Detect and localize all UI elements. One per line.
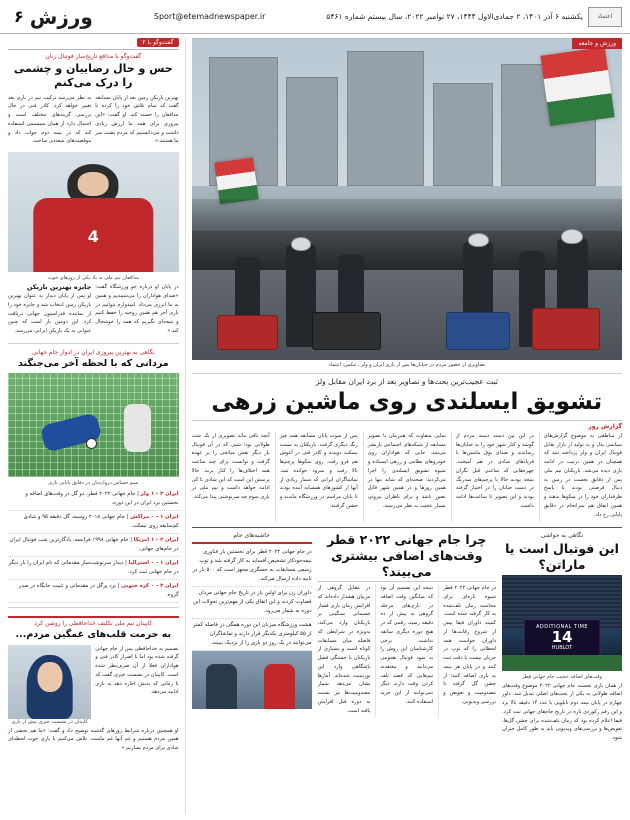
interview-col-3: در پایان او درباره جو ورزشگاه گفت: «صدای هواداران را می‌شنیدیم و همین به ما انرژی می‌داد. امیدوارم بتوانیم در بازی آخر هم همین روحیه را حفظ کنیم و نتیجه‌ای بگیریم که همه را خوشحال کند.»: [95, 284, 179, 334]
goalkeeper-photo-caption: سیو حساس دروازه‌بان در دقایق پایانی بازی: [48, 480, 139, 487]
list-item: ایران ۳ - ۰ کره جنوبی | برد پرگل در مقدماتی و تثبیت جایگاه در صدر گروه.: [8, 580, 179, 603]
interview-block: [8, 38, 179, 344]
interview-sidenote-head: جایزه بهترین بازیکن: [26, 283, 92, 292]
lower-section: [192, 527, 622, 814]
captain-photo-wrap: [8, 645, 91, 727]
lead-body: [192, 432, 622, 523]
list-item: ایران ۲ - ۱ ولز | جام جهانی ۲۰۲۲ قطر، دو گل در وقت‌های اضافه و نخستین برد ایران در این دوره.: [8, 488, 179, 511]
page-number: ۶: [14, 7, 24, 26]
player-shirt-number: 4: [87, 226, 99, 246]
goalkeeper-photo: [8, 373, 179, 477]
lead-col-3: نمایی متفاوت که هم‌زمان با تصویر مسابقه از شبکه‌های اجتماعی بازنشر می‌شد، جایی که هواداران روی خودروهای نظامی و زرهی ایستاده و شیوه تشویق ایسلندی را اجرا می‌کردند؛ صحنه‌ای که شاید تنها در همین روزها و در همین شهر قابل تصور باشد و برای ناظران بیرونی بسیار عجیب به نظر می‌رسید.: [363, 432, 446, 523]
why-headline: چرا جام جهانی ۲۰۲۲ قطر وقت‌های اضافی بیشتری می‌بیند؟: [327, 532, 487, 579]
lead-photo-block: [192, 38, 622, 368]
player-photo: [8, 152, 179, 272]
best-wins-list: [8, 488, 179, 603]
interview-sidenote: جایزه بهترین بازیکن او پس از پایان دیدار به عنوان بهترین بازیکن زمین انتخاب شد و جایزه خود را از نماینده فدراسیون جهانی دریافت کرد. این دومین بار است که چنین عنوانی به یک بازیکن ایرانی می‌رسد.: [8, 283, 92, 335]
lead-headline: تشویق ایسلندی روی ماشین زرهی: [211, 389, 603, 415]
scoreboard-number: 14: [551, 628, 573, 647]
lead-photo-caption: تصاویری از حضور مردم در خیابان‌ها پس از بازی ایران و ولز ـ عکس: اعتماد: [328, 362, 486, 368]
photo-tag: ورزش و جامعه: [572, 38, 622, 49]
column-divider: [185, 38, 186, 814]
lead-col-4: پس از سوت پایان مسابقه همه چیز رنگ دیگری گرفت. بازیکنان به سمت نیمکت دویدند و کادر فنی در آغوش هم فرو رفت. روی سکوها پرچم‌ها بالا رفت و سرود خوانده شد. تماشاگران ایرانی که شمار زیادی از آنها از کشورهای همسایه آمده بودند تا پایان مراسم در ورزشگاه ماندند و جشن گرفتند.: [275, 432, 358, 523]
player-photo-caption: مدافعان تیم ملی به یاد یکی از روزهای خوب: [47, 275, 139, 282]
scoreboard-top-label: ADDITIONAL TIME: [535, 624, 589, 631]
captain-kicker: کاپیتان تیم ملی تکلیف خداحافظی را روشن کرد: [34, 620, 153, 628]
masthead-email: Sport@etemadnewspaper.ir: [153, 11, 266, 21]
lead-kicker: ثبت عجیب‌ترین بحث‌ها و تصاویر بعد از برد ایران مقابل ولز: [192, 373, 622, 387]
captain-body: [8, 645, 179, 727]
lead-col-5: آنچه باقی ماند تصویری از یک شب طولانی بود؛ شبی که در آن فوتبال بار دیگر نقش میانجی را بر عهده گرفت و توانست برای چند ساعت همه اختلاف‌ها را کنار بزند. حالا پرسش این است که این شادی تا کی ادامه خواهد داشت و تیم ملی در بازی سوم چه سرنوشتی پیدا می‌کند.: [191, 432, 270, 500]
extra-time-kicker: نگاهی به حواشی: [540, 532, 584, 540]
briefs-list: [192, 546, 312, 651]
stadium-photo: [502, 575, 622, 671]
masthead-section-block: [8, 5, 93, 29]
list-item: ایران ۲ - ۱ امریکا | جام جهانی ۱۹۹۸ فرانسه، یادگارترین شب فوتبال ایران در جام‌های جهانی.: [8, 534, 179, 557]
list-item: هشت ورزشگاه میزبان این دوره همگی در فاصله کمتر از ۵۵ کیلومتری یکدیگر قرار دارند و تماشاگران می‌توانند در یک روز دو بازی را از نزدیک ببینند.: [192, 619, 312, 651]
scoreboard-brand: HUBLOT: [551, 645, 573, 652]
masthead-email-block: [93, 12, 327, 22]
lead-photo: [192, 38, 622, 360]
interview-col-1: بهترین بازیکن زمین بعد از پایان مسابقه گفت که تمام تلاش خود را کرده تا مدافعان را خسته کند. او گفت: «این پیروزی برای همه ما ارزش زیادی داشت و می‌دانستیم که مردم پشت سر ما هستند.»: [95, 94, 179, 145]
interview-body: [8, 94, 179, 150]
interview-headline: حس و حال رضاییان و چشمی را درک می‌کنم: [13, 62, 173, 90]
captain-headline: به حرمت قلب‌های غمگین مردم...: [15, 629, 172, 641]
page-body: [0, 34, 630, 820]
lead-story: [192, 373, 622, 522]
captain-col-1: تصمیم به خداحافظی پس از جام جهانی گرفته شده بود اما با اصرار کادر فنی و هواداران فعلا از آن صرف‌نظر شده است. کاپیتان در نشست خبری گفت که تا زمانی که بدنش اجازه دهد به بازی ادامه می‌دهد.: [95, 645, 179, 696]
interview-lower: [8, 283, 179, 339]
interview-top-bar: [8, 38, 179, 50]
interview-tag: گفت‌وگو با ۲: [137, 38, 178, 47]
masthead: [0, 0, 630, 34]
captain-portrait: [8, 645, 91, 719]
why-col-2: نتیجه این تصمیم آن بود که میانگین وقت اضافه در بازی‌های مرحله گروهی به بیش از ده دقیقه رسید، رقمی که در هیچ دوره دیگری سابقه نداشت. برخی کارشناسان این روش را به سود فوتبال هجومی می‌دانند و معتقدند تیم‌هایی که قصد تلف کردن وقت دارند دیگر نمی‌توانند از این حربه استفاده کنند.: [375, 584, 433, 718]
why-col-3: در مقابل گروهی از مربیان هشدار داده‌اند که افزایش زمان بازی فشار جسمانی سنگینی بر بازیکنان وارد می‌کند، به‌ویژه در شرایطی که فاصله میان مسابقات کوتاه است و بسیاری از بازیکنان با خستگی فصل باشگاهی وارد این تورنمنت شده‌اند. آمارها نشان می‌دهد شمار مصدومیت‌ها نیز نسبت به دوره قبل افزایش یافته است.: [317, 585, 371, 714]
lower-story-extra-time: [502, 532, 622, 814]
stadium-caption: وقت‌های اضافه عجیب جام جهانی قطر: [521, 673, 603, 680]
scoreboard: [524, 619, 601, 657]
why-body: [318, 584, 496, 718]
list-item: ایران ۱ - ۰ مراکش | جام جهانی ۲۰۱۸ روسیه، گل دقیقه ۹۵ و شادی کم‌سابقه روی نیمکت.: [8, 511, 179, 534]
section-title: ورزش: [29, 4, 93, 29]
extra-time-headline: این فوتبال است یا ماراتن؟: [505, 541, 619, 572]
captain-col-2: او همچنین درباره شرایط روزهای گذشته توضیح داد و گفت: «ما هم بخشی از همین مردم هستیم و غم آنها غم ماست. تلاش می‌کنیم با بازی خوب لحظه‌ای شادی برای مردم بسازیم.»: [8, 727, 179, 752]
side-column: [8, 38, 179, 814]
lead-col-2: در این بین دسته دسته مردم از گوشه و کنار شهر خود را به خیابان‌ها رساندند و صدای بوق ماشین‌ها با فریادهای شادی در هم آمیخت. چهره‌هایی که ساعتی قبل نگران نتیجه بودند حالا با پرچم‌های سه‌رنگ در دست خیابان را در اختیار گرفته بودند و این تصویر تا ساعت‌ها ادامه داشت.: [451, 432, 534, 523]
captain-portrait-caption: کاپیتان در نشست خبری پیش از بازی: [11, 718, 88, 725]
masthead-date: یکشنبه ۶ آذر ۱۴۰۱، ۲ جمادی‌الاول ۱۴۴۴، ۲۷ نوامبر ۲۰۲۲، سال بیستم شماره ۵۴۶۱: [326, 12, 583, 21]
best-wins-kicker: نگاهی به بهترین پیروزی ایران در ادوار جام جهانی: [32, 348, 155, 356]
lower-briefs: [192, 532, 312, 814]
lower-story-why: [318, 532, 496, 814]
interview-kicker: گفت‌وگو با مدافع تاریخ‌ساز فوتبال زنان: [45, 53, 142, 60]
lead-label: گزارش روز: [588, 422, 622, 430]
main-column: [192, 38, 622, 814]
list-item: ایران ۱ - ۰ استرالیا | دیدار سرنوشت‌ساز مقدماتی که نام ایران را بار دیگر در جام جهانی ثبت کرد.: [8, 557, 179, 580]
lead-col-1: از مناطقی به موضوع گزارش‌های سیاسی بدل و به تولید از بازار تقابل فوتبال ایران و ولز پرداخته شد که همچنان در همین ترتیب در ادامه بازی دیده می‌شد. بازیکنان تیم ملی پس از دقایق نخست در زمین به دنبال فرصتی بودند تا پاسخ طرفداران خود را در سکوها بدهند و همین اتفاق هم سرانجام در دقایق پایانی رخ داد.: [539, 432, 622, 523]
extra-time-text: از همان بازی نخست جام جهانی ۲۰۲۲ موضوع وقت‌های اضافه طولانی به یکی از بحث‌های اصلی تبدیل شد. داور چهارم در پایان نیمه دوم تابلویی با عدد ۱۴ دقیقه بالا برد و این رقم رکوردی تازه در تاریخ جام‌های جهانی ثبت کرد. فیفا اعلام کرده بود که زمان تلف‌شده برای جشن گل‌ها، تعویض‌ها و بررسی‌های ویدیویی باید به طور کامل جبران شود.: [502, 682, 623, 741]
why-col-1: در جام جهانی ۲۰۲۲ قطر شیوه تازه‌ای برای محاسبه زمان تلف‌شده به کار گرفته شده است. کمیته داوران فیفا پیش از شروع رقابت‌ها از داوران خواست همه لحظاتی را که توپ در جریان نیست با دقت ثبت کنند و در پایان هر نیمه به بازی اضافه کنند؛ از جشن گل گرفته تا مصدومیت و تعویض و بررسی ویدیویی.: [438, 584, 496, 718]
briefs-kicker: حاشیه‌های جام: [233, 532, 270, 540]
captain-block: [8, 613, 179, 756]
masthead-date-block: [326, 7, 622, 27]
list-item: در جام جهانی ۲۰۲۲ قطر برای نخستین بار فناوری نیمه‌خودکار تشخیص آفساید به کار گرفته شد و توپ رسمی مسابقات به حسگری مجهز است که ۵۰۰ بار در ثانیه داده ارسال می‌کند.: [192, 546, 312, 587]
newspaper-logo: اعتماد: [588, 7, 622, 27]
best-wins-block: [8, 349, 179, 608]
briefs-photo: [192, 651, 312, 709]
interview-col-2: به نظر می‌رسد ترکیب تیم در بازی بعد تغییر خواهد کرد. کادر فنی در حال بررسی گزینه‌های مختلف است و احتمال دارد از همان سیستمی استفاده کند که در نیمه دوم جواب داد و موقعیت‌های متعددی ساخت.: [8, 94, 92, 145]
best-wins-headline: مردانی که با لحظه آخر می‌جنگند: [18, 357, 169, 369]
list-item: داوران زن برای اولین بار در تاریخ جام جهانی مردان قضاوت کردند و این اتفاق یکی از مهم‌ترین تحولات این دوره به شمار می‌رود.: [192, 587, 312, 619]
